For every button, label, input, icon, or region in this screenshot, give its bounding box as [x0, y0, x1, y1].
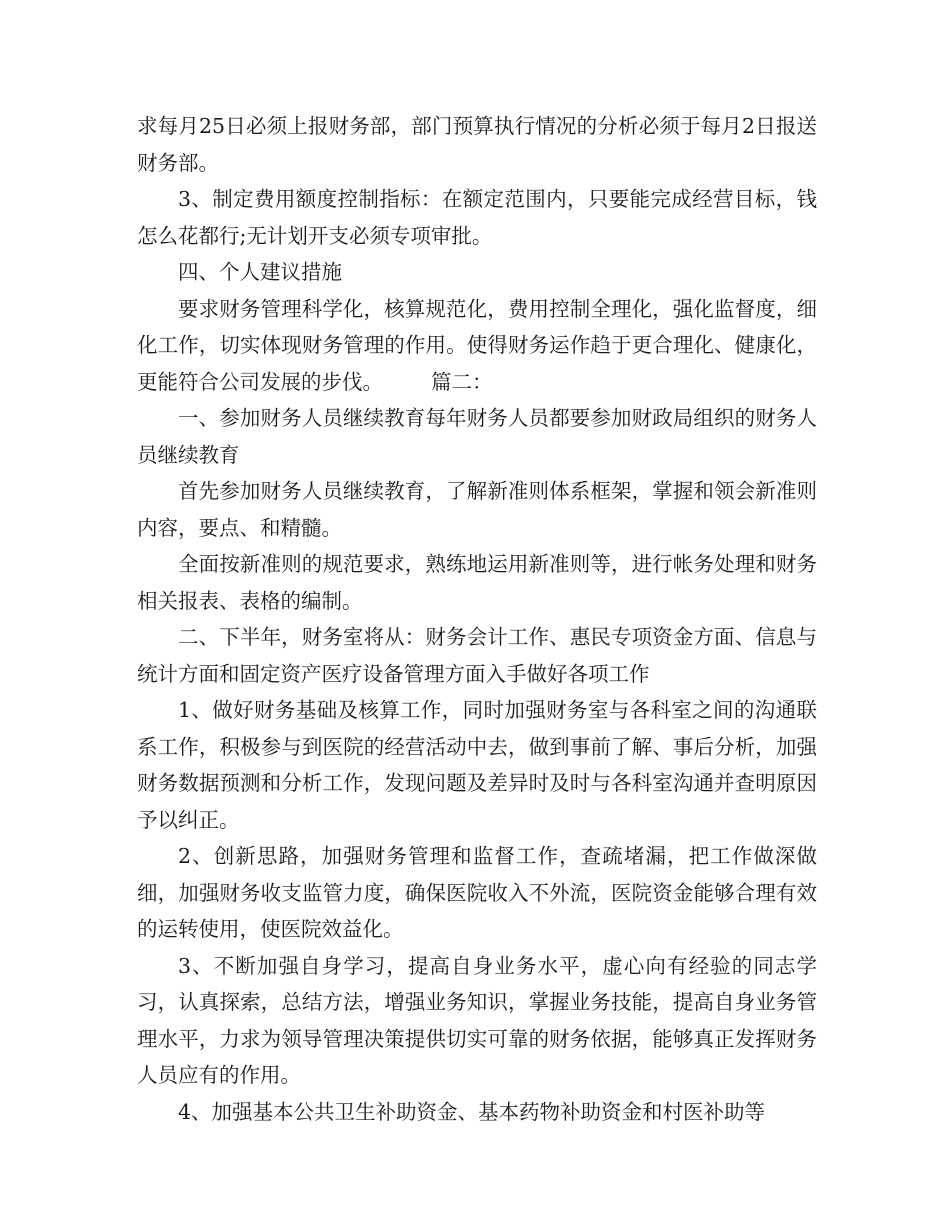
paragraph-2: 3、制定费用额度控制指标：在额定范围内，只要能完成经营目标，钱怎么花都行;无计划开支必须专项审批。	[137, 187, 817, 248]
paragraph-8: 二、下半年，财务室将从：财务会计工作、惠民专项资金方面、信息与统计方面和固定资产医疗设备管理方面入手做好各项工作	[137, 625, 817, 686]
paragraph-6: 首先参加财务人员继续教育，了解新准则体系框架，掌握和领会新准则内容，要点、和精髓。	[137, 479, 817, 540]
paragraph-11: 3、不断加强自身学习，提高自身业务水平，虚心向有经验的同志学习，认真探索，总结方法，增强业务知识，掌握业务技能，提高自身业务管理水平，力求为领导管理决策提供切实可靠的财务依据，能够真正发挥财务人员应有的作用。	[137, 953, 817, 1087]
paragraph-12: 4、加强基本公共卫生补助资金、基本药物补助资金和村医补助等	[178, 1099, 766, 1124]
paragraph-4	[137, 291, 817, 401]
paragraph-4-body: 要求财务管理科学化，核算规范化，费用控制全理化，强化监督度，细化工作，切实体现财务管理的作用。使得财务运作趋于更合理化、健康化，更能符合公司发展的步伐。	[137, 296, 817, 394]
paragraph-10: 2、创新思路，加强财务管理和监督工作，查疏堵漏，把工作做深做细，加强财务收支监管力度，确保医院收入不外流，医院资金能够合理有效的运转使用，使医院效益化。	[137, 844, 817, 941]
document-page	[137, 108, 817, 1130]
paragraph-9: 1、做好财务基础及核算工作，同时加强财务室与各科室之间的沟通联系工作，积极参与到医院的经营活动中去，做到事前了解、事后分析，加强财务数据预测和分析工作，发现问题及差异时及时与各科室沟通并查明原因予以纠正。	[137, 698, 817, 832]
paragraph-7: 全面按新准则的规范要求，熟练地运用新准则等，进行帐务处理和财务相关报表、表格的编制。	[137, 552, 817, 613]
paragraph-5: 一、参加财务人员继续教育每年财务人员都要参加财政局组织的财务人员继续教育	[137, 406, 817, 467]
section-heading-4: 四、个人建议措施	[178, 260, 342, 284]
part-two-heading: 篇二：	[431, 369, 493, 394]
paragraph-1: 求每月25日必须上报财务部，部门预算执行情况的分析必须于每月2日报送财务部。	[137, 114, 817, 175]
